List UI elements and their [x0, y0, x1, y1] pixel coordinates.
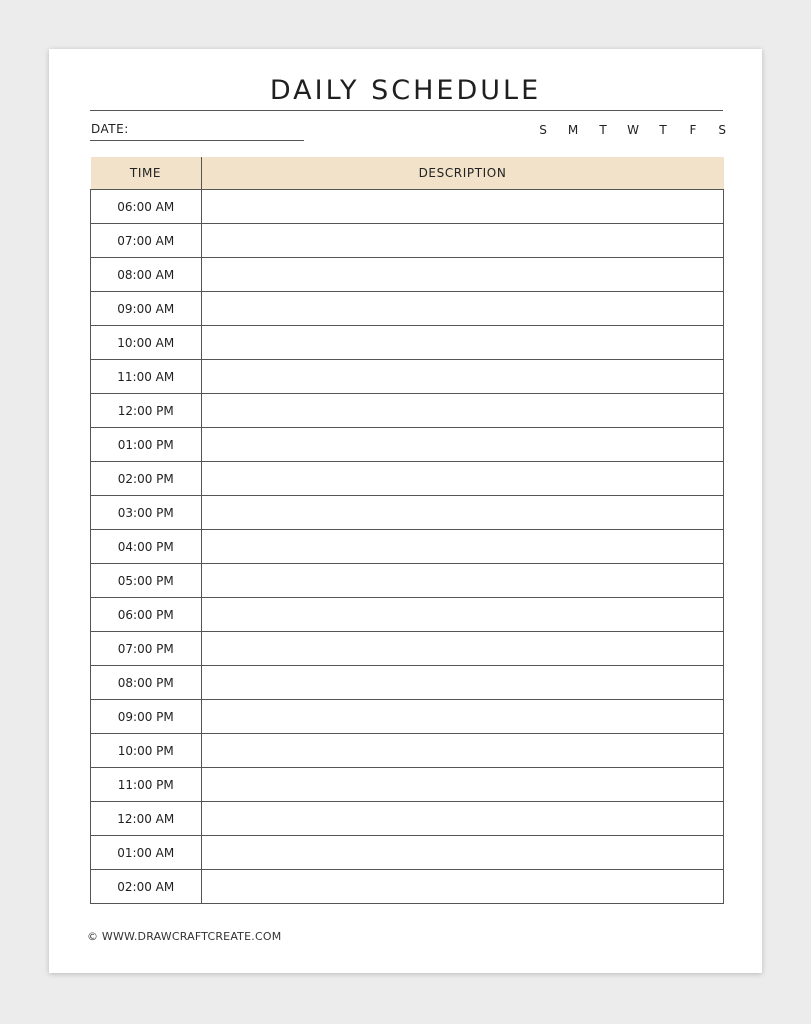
column-header-description: DESCRIPTION [201, 157, 724, 190]
description-cell[interactable] [201, 802, 724, 836]
description-cell[interactable] [201, 326, 724, 360]
description-cell[interactable] [201, 360, 724, 394]
description-cell[interactable] [201, 496, 724, 530]
time-cell: 08:00 PM [91, 666, 202, 700]
day-sunday: S [539, 123, 547, 137]
description-cell[interactable] [201, 666, 724, 700]
description-cell[interactable] [201, 530, 724, 564]
time-cell: 12:00 AM [91, 802, 202, 836]
weekday-selector [528, 123, 726, 137]
table-row [91, 666, 724, 700]
title-divider [90, 110, 723, 111]
table-row [91, 632, 724, 666]
day-wednesday: W [627, 123, 639, 137]
table-row [91, 258, 724, 292]
table-row [91, 700, 724, 734]
description-cell[interactable] [201, 258, 724, 292]
description-cell[interactable] [201, 564, 724, 598]
schedule-rows [91, 190, 724, 904]
description-cell[interactable] [201, 836, 724, 870]
date-write-line [90, 140, 304, 141]
table-row [91, 360, 724, 394]
time-cell: 07:00 PM [91, 632, 202, 666]
day-saturday: S [718, 123, 726, 137]
description-cell[interactable] [201, 190, 724, 224]
table-row [91, 598, 724, 632]
time-cell: 03:00 PM [91, 496, 202, 530]
table-row [91, 292, 724, 326]
time-cell: 04:00 PM [91, 530, 202, 564]
time-cell: 11:00 PM [91, 768, 202, 802]
time-cell: 07:00 AM [91, 224, 202, 258]
day-friday: F [689, 123, 697, 137]
description-cell[interactable] [201, 292, 724, 326]
table-row [91, 836, 724, 870]
day-tuesday: T [599, 123, 607, 137]
table-row [91, 394, 724, 428]
schedule-sheet [49, 49, 762, 973]
table-row [91, 224, 724, 258]
table-row [91, 802, 724, 836]
description-cell[interactable] [201, 598, 724, 632]
table-row [91, 190, 724, 224]
time-cell: 09:00 PM [91, 700, 202, 734]
description-cell[interactable] [201, 428, 724, 462]
table-header-row [91, 157, 724, 190]
time-cell: 06:00 AM [91, 190, 202, 224]
time-cell: 02:00 PM [91, 462, 202, 496]
description-cell[interactable] [201, 394, 724, 428]
page-title: DAILY SCHEDULE [269, 75, 542, 106]
schedule-table [90, 157, 724, 904]
table-row [91, 564, 724, 598]
time-cell: 12:00 PM [91, 394, 202, 428]
column-header-time: TIME [91, 157, 202, 190]
date-label: DATE: [91, 122, 129, 136]
time-cell: 01:00 PM [91, 428, 202, 462]
description-cell[interactable] [201, 768, 724, 802]
description-cell[interactable] [201, 224, 724, 258]
time-cell: 06:00 PM [91, 598, 202, 632]
time-cell: 01:00 AM [91, 836, 202, 870]
table-row [91, 496, 724, 530]
time-cell: 05:00 PM [91, 564, 202, 598]
table-row [91, 870, 724, 904]
description-cell[interactable] [201, 462, 724, 496]
time-cell: 09:00 AM [91, 292, 202, 326]
table-row [91, 462, 724, 496]
table-row [91, 428, 724, 462]
copyright-footer: © WWW.DRAWCRAFTCREATE.COM [87, 930, 282, 943]
day-thursday: T [659, 123, 667, 137]
description-cell[interactable] [201, 632, 724, 666]
description-cell[interactable] [201, 734, 724, 768]
time-cell: 10:00 AM [91, 326, 202, 360]
table-row [91, 768, 724, 802]
description-cell[interactable] [201, 870, 724, 904]
time-cell: 11:00 AM [91, 360, 202, 394]
time-cell: 08:00 AM [91, 258, 202, 292]
table-row [91, 734, 724, 768]
table-row [91, 326, 724, 360]
day-monday: M [567, 123, 579, 137]
description-cell[interactable] [201, 700, 724, 734]
time-cell: 10:00 PM [91, 734, 202, 768]
time-cell: 02:00 AM [91, 870, 202, 904]
table-row [91, 530, 724, 564]
